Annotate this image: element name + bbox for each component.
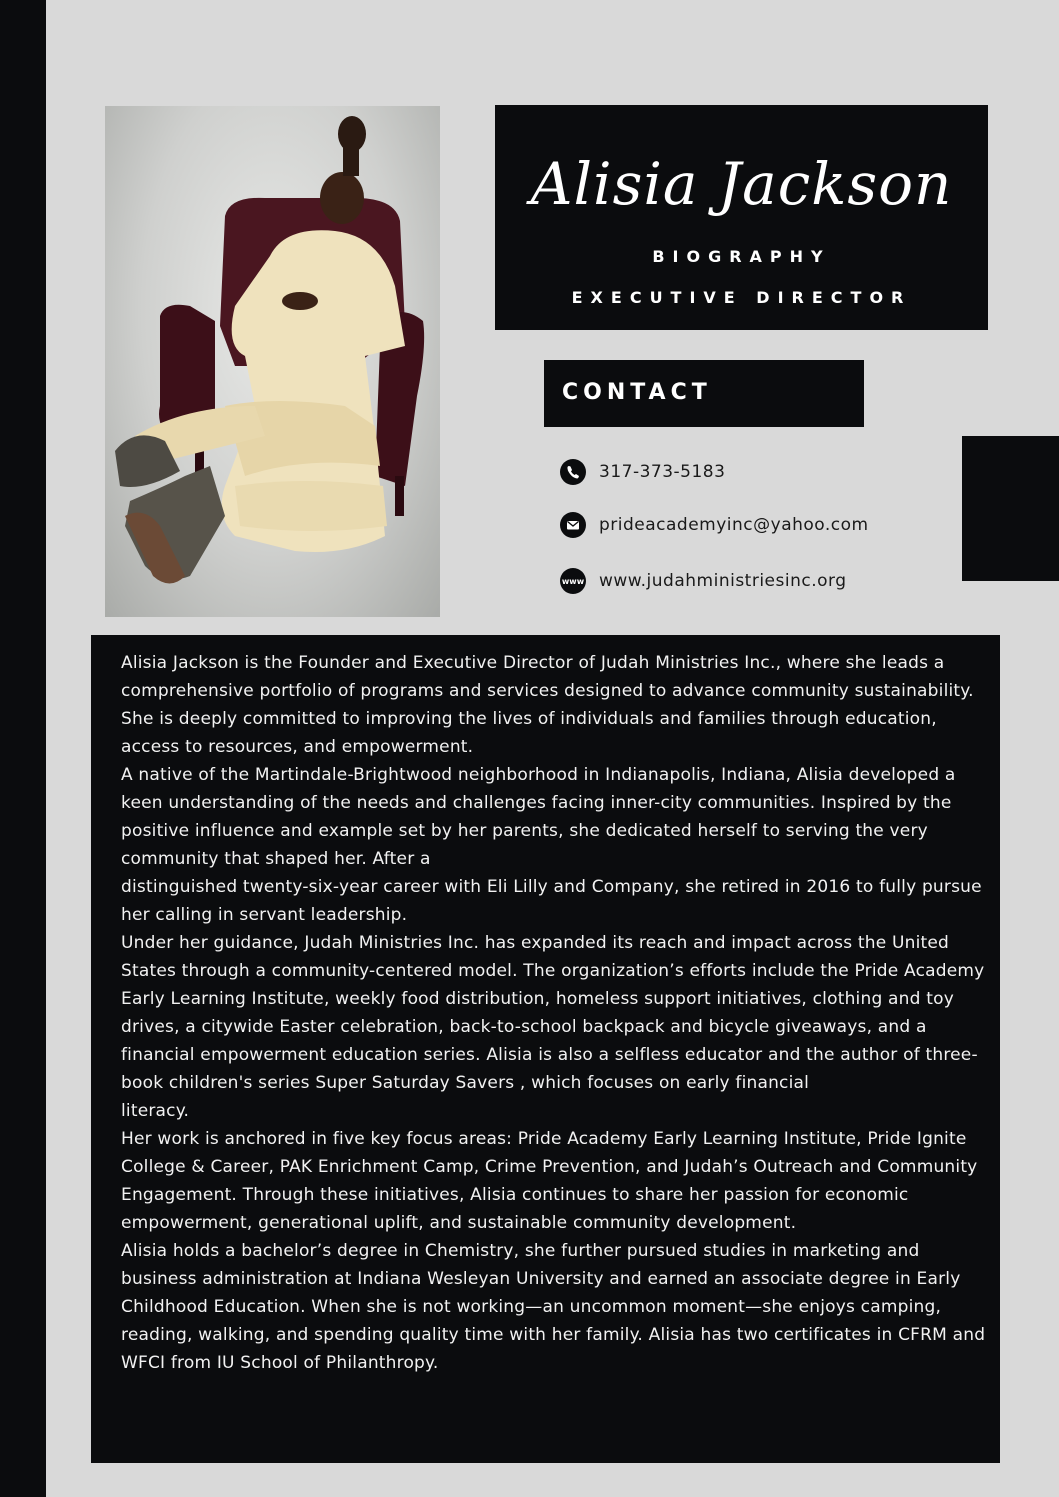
biography-box [91,635,1000,1463]
person-name: Alisia Jackson [530,150,953,218]
phone-icon [560,459,586,485]
right-decorative-tab [962,436,1059,581]
bio-paragraph: Alisia holds a bachelor’s degree in Chemistry, she further pursued studies in marketing and business administration at Indiana Wesleyan University and earned an associate degree in Early Childhood Education. When she is not working—an uncommon moment—she enjoys camping, reading, walking, and spending quality time with her family. Alisia has two certificates in CFRM and WFCI from IU School of Philanthropy. [121,1241,986,1373]
contact-heading: CONTACT [562,380,712,405]
www-icon-label: www [561,577,585,586]
email-icon [560,512,586,538]
job-title: EXECUTIVE DIRECTOR [571,288,912,307]
phone-number[interactable]: 317-373-5183 [599,462,726,482]
bio-paragraph: Her work is anchored in five key focus areas: Pride Academy Early Learning Institute, Pride Ignite College & Career, PAK Enrichment Camp, Crime Prevention, and Judah’s Outreach and Community Engagement. Through these initiatives, Alisia continues to share her passion for economic empowerment, generational uplift, and sustainable community development. [121,1129,978,1233]
document-type-label: BIOGRAPHY [652,247,831,266]
bio-paragraph: literacy. [121,1101,190,1121]
website-url[interactable]: www.judahministriesinc.org [599,571,847,591]
email-address[interactable]: prideacademyinc@yahoo.com [599,515,869,535]
contact-heading-box [544,360,864,427]
bio-paragraph: A native of the Martindale-Brightwood neighborhood in Indianapolis, Indiana, Alisia developed a keen understanding of the needs and challenges facing inner-city communities. Inspired by the positive influence and example set by her parents, she dedicated herself to serving the very community that shaped her. After a [121,765,956,869]
biography-text [121,649,991,1377]
bio-paragraph: Alisia Jackson is the Founder and Executive Director of Judah Ministries Inc., where she leads a comprehensive portfolio of programs and services designed to advance community sustainability. She is deeply committed to improving the lives of individuals and families through education, access to resources, and empowerment. [121,653,974,757]
globe-www-icon [560,568,586,594]
bio-paragraph: Under her guidance, Judah Ministries Inc. has expanded its reach and impact across the United States through a community-centered model. The organization’s efforts include the Pride Academy Early Learning Institute, weekly food distribution, homeless support initiatives, clothing and toy drives, a citywide Easter celebration, back-to-school backpack and bicycle giveaways, and a financial empowerment education series. Alisia is also a selfless educator and the author of three-book children's series Super Saturday Savers , which focuses on early financial [121,933,985,1093]
bio-paragraph: distinguished twenty-six-year career with Eli Lilly and Company, she retired in 2016 to fully pursue her calling in servant leadership. [121,877,982,925]
left-decorative-strip [0,0,46,1497]
name-header-box [495,105,988,330]
portrait-photo [105,106,440,617]
